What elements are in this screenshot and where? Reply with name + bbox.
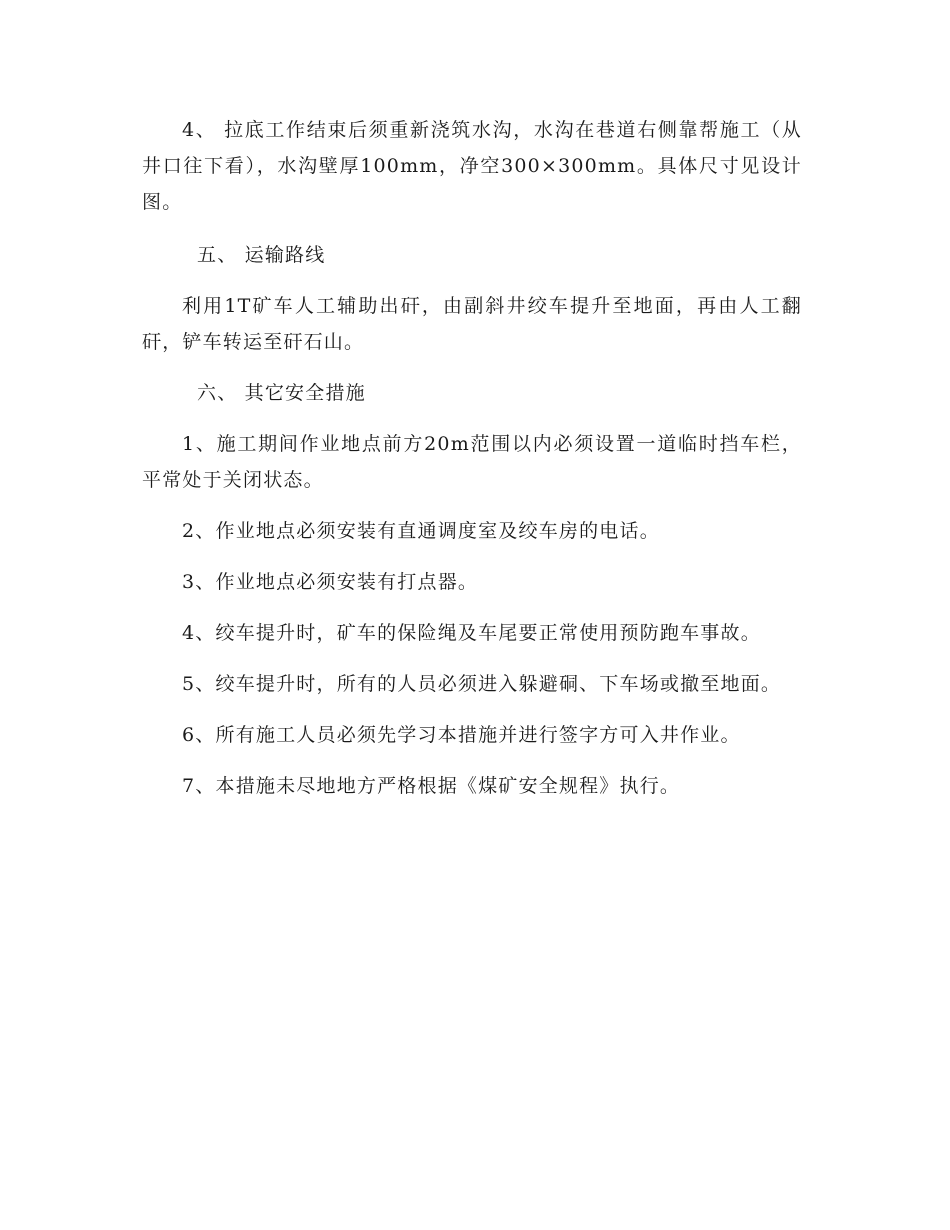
document-body [142, 112, 802, 804]
safety-item-5: 5、绞车提升时，所有的人员必须进入躲避硐、下车场或撤至地面。 [182, 673, 782, 695]
paragraph-transport-route: 利用1T矿车人工辅助出矸，由副斜井绞车提升至地面，再由人工翻矸，铲车转运至矸石山。 [142, 295, 802, 353]
spacer [142, 651, 802, 666]
safety-item-1: 1、施工期间作业地点前方20m范围以内必须设置一道临时挡车栏，平常处于关闭状态。 [142, 433, 802, 491]
spacer [142, 600, 802, 615]
safety-item-7: 7、本措施未尽地地方严格根据《煤矿安全规程》执行。 [182, 775, 681, 797]
safety-item-6: 6、所有施工人员必须先学习本措施并进行签字方可入井作业。 [182, 724, 741, 746]
safety-item-2: 2、作业地点必须安装有直通调度室及绞车房的电话。 [182, 520, 660, 542]
section-heading-transport-route: 五、 运输路线 [197, 244, 326, 266]
section-heading-safety-measures: 六、 其它安全措施 [197, 382, 366, 404]
safety-item-4: 4、绞车提升时，矿车的保险绳及车尾要正常使用预防跑车事故。 [182, 622, 761, 644]
spacer [142, 411, 802, 426]
spacer [142, 753, 802, 768]
spacer [142, 360, 802, 375]
spacer [142, 702, 802, 717]
safety-item-3: 3、作业地点必须安装有打点器。 [182, 571, 479, 593]
spacer [142, 549, 802, 564]
spacer [142, 273, 802, 288]
paragraph-drainage-ditch: 4、 拉底工作结束后须重新浇筑水沟，水沟在巷道右侧靠帮施工（从井口往下看），水沟壁厚100mm，净空300×300mm。具体尺寸见设计图。 [142, 119, 802, 213]
spacer [142, 220, 802, 237]
spacer [142, 498, 802, 513]
